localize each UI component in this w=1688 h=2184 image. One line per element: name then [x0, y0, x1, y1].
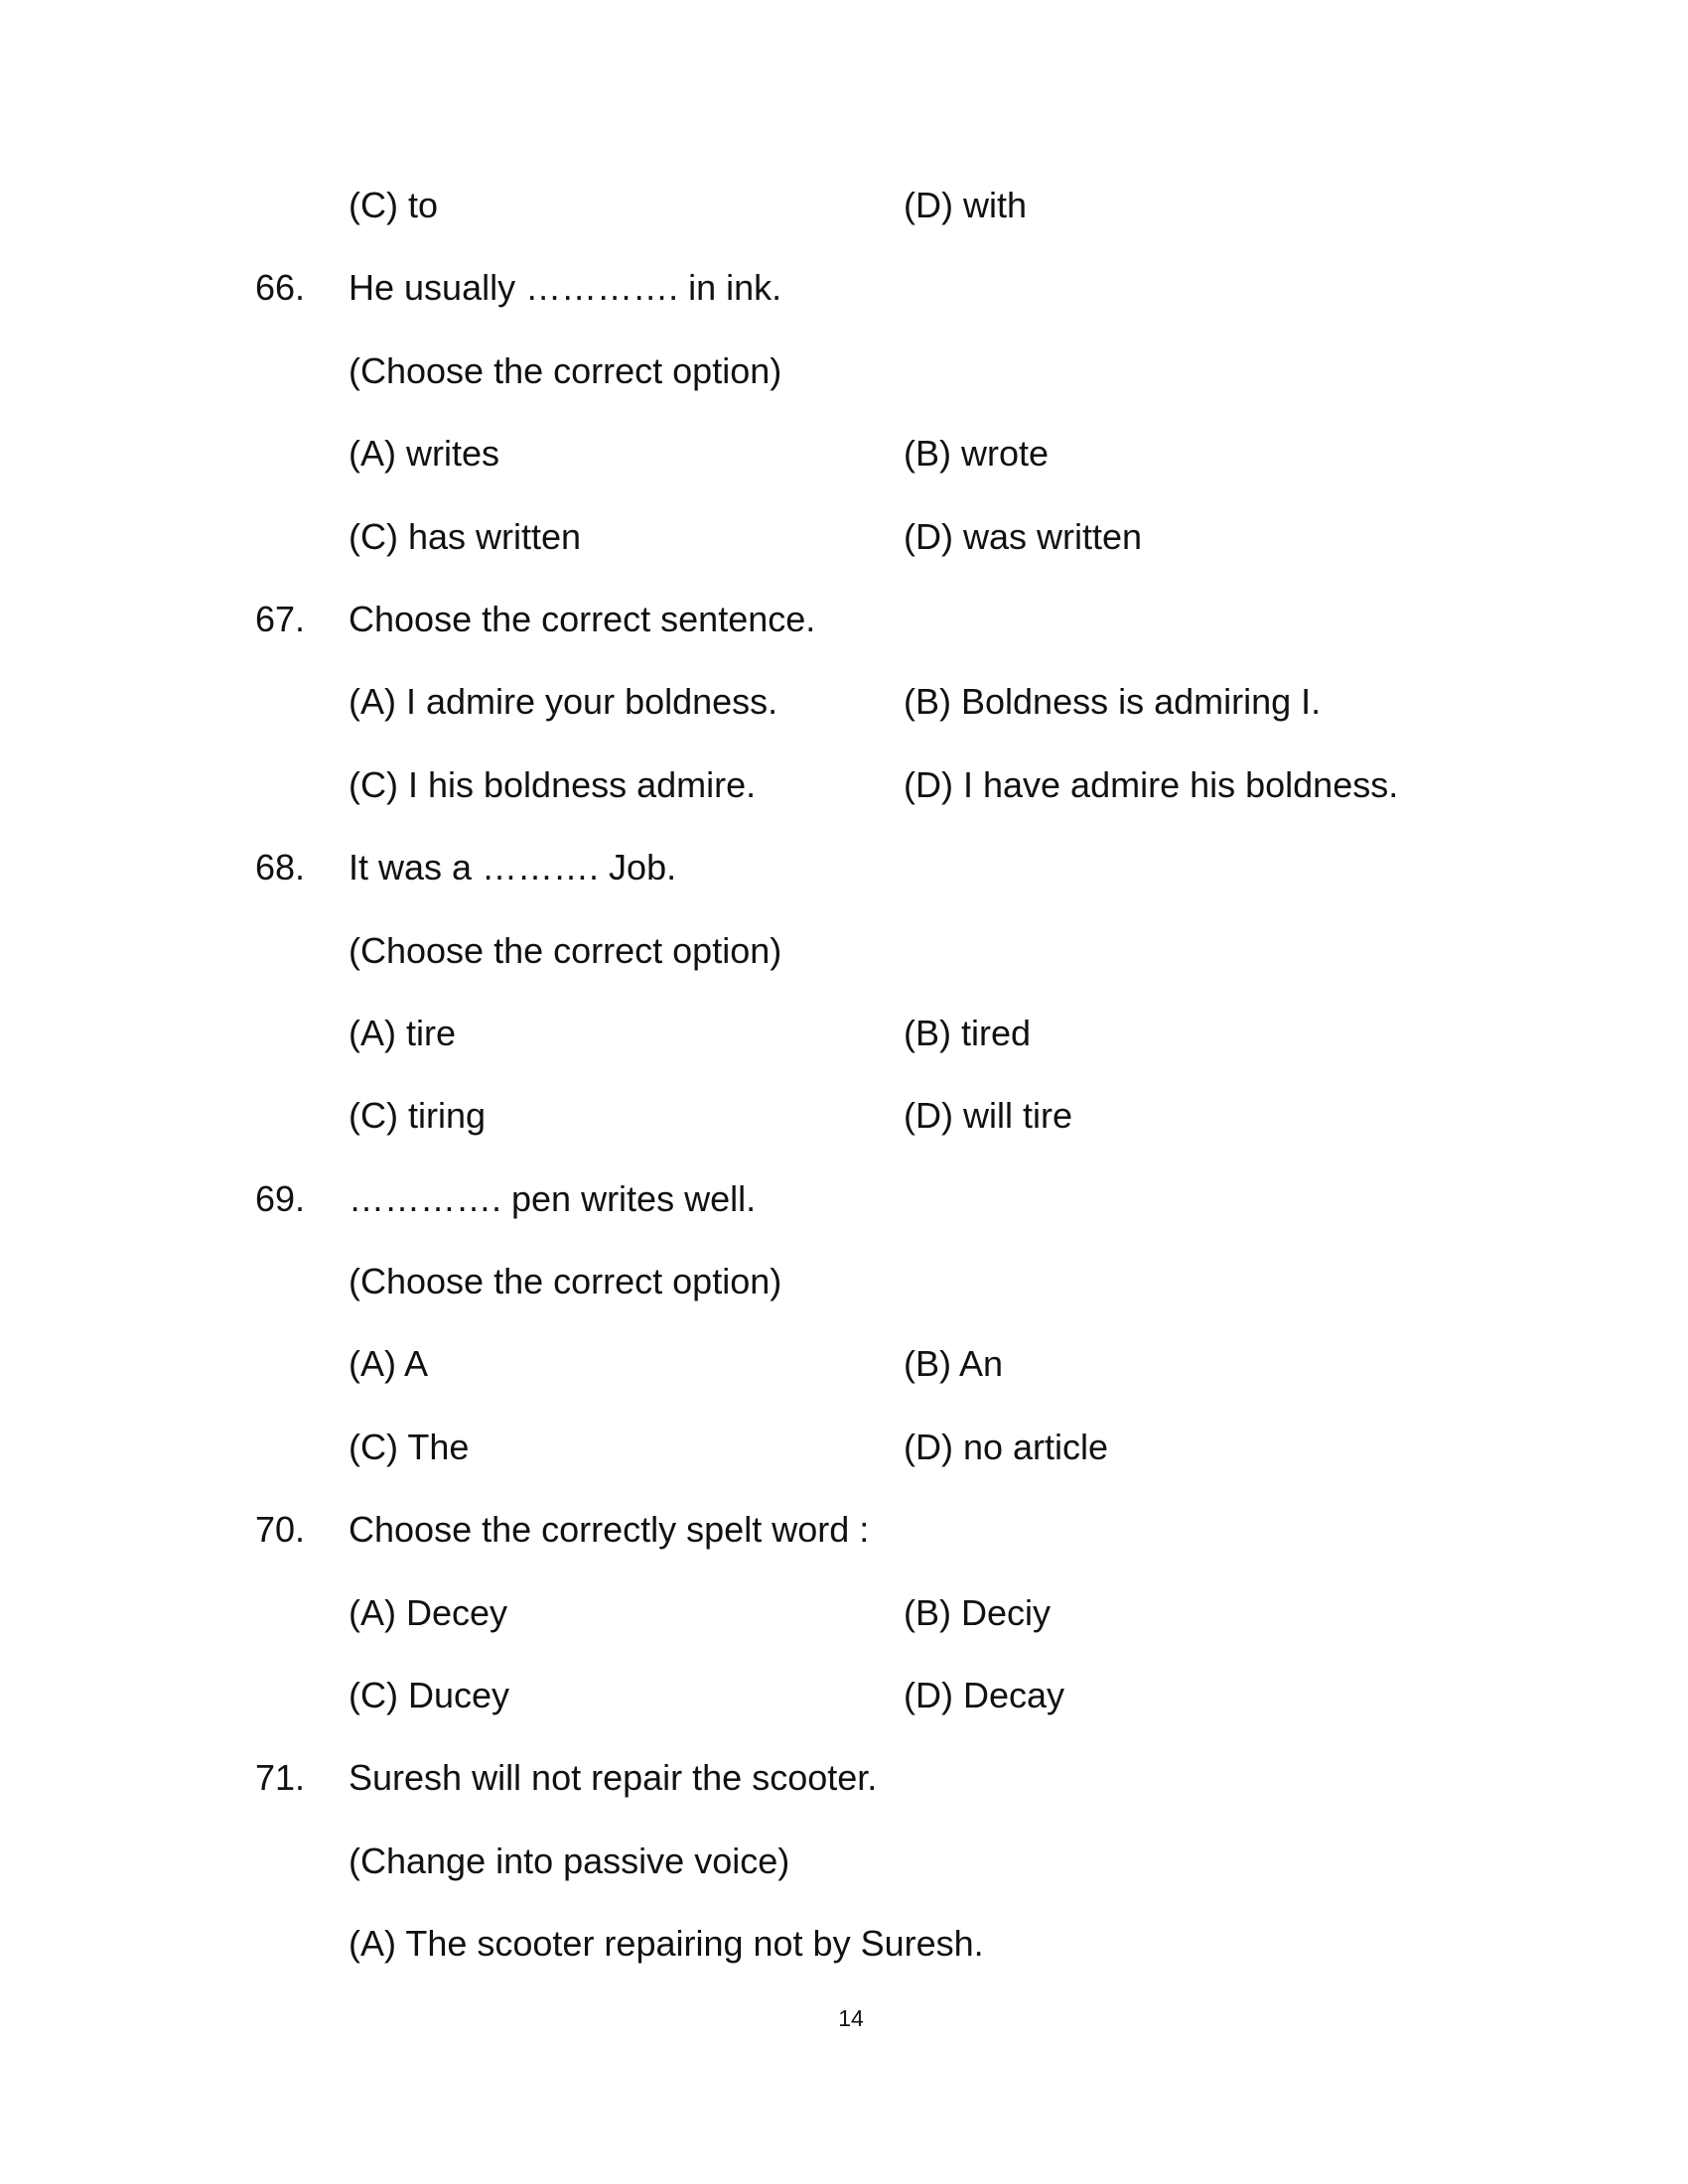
question-number: 67.: [255, 598, 306, 639]
question-69: [0, 1158, 1688, 1240]
question-text: He usually …………. in ink.: [349, 267, 782, 309]
question-71: [0, 1736, 1688, 1819]
question-number: 70.: [255, 1509, 306, 1551]
question-number: 69.: [255, 1177, 306, 1219]
option-row: [0, 1322, 1688, 1405]
question-68: [0, 826, 1688, 908]
option-d: (D) will tire: [904, 1095, 1072, 1137]
page-number: 14: [838, 2005, 864, 2031]
option-d: (D) no article: [904, 1426, 1109, 1467]
option-b: (B) Boldness is admiring I.: [904, 681, 1322, 723]
question-text: Suresh will not repair the scooter.: [349, 1757, 878, 1799]
option-d: (D) Decay: [904, 1675, 1065, 1716]
option-row: [0, 1654, 1688, 1736]
question-instruction: (Choose the correct option): [349, 929, 782, 971]
option-b: (B) tired: [904, 1012, 1032, 1053]
option-a: (A) tire: [349, 1012, 456, 1053]
question-text: Choose the correct sentence.: [349, 598, 816, 639]
option-d: (D) I have admire his boldness.: [904, 763, 1399, 805]
question-text: Choose the correctly spelt word :: [349, 1509, 870, 1551]
question-text: It was a ………. Job.: [349, 847, 677, 888]
question-66: [0, 246, 1688, 329]
question-instruction: (Choose the correct option): [349, 1261, 782, 1302]
option-a: (A) The scooter repairing not by Suresh.: [349, 1923, 984, 1965]
question-67: [0, 578, 1688, 660]
option-c: (C) tiring: [349, 1095, 487, 1137]
option-row: [0, 164, 1688, 246]
option-b: (B) Deciy: [904, 1591, 1052, 1633]
question-text: …………. pen writes well.: [349, 1177, 757, 1219]
option-row: [0, 1902, 1688, 1984]
option-row: [0, 1571, 1688, 1654]
option-c: (C) to: [349, 185, 438, 225]
option-row: [0, 744, 1688, 826]
option-row: [0, 495, 1688, 578]
option-row: [0, 412, 1688, 494]
option-c: (C) The: [349, 1426, 470, 1467]
question-number: 68.: [255, 847, 306, 888]
question-70: [0, 1488, 1688, 1570]
option-a: (A) I admire your boldness.: [349, 681, 778, 723]
option-row: [0, 992, 1688, 1074]
option-c: (C) I his boldness admire.: [349, 763, 757, 805]
option-d: (D) was written: [904, 515, 1143, 557]
option-a: (A) Decey: [349, 1591, 508, 1633]
option-b: (B) wrote: [904, 433, 1050, 475]
option-c: (C) has written: [349, 515, 582, 557]
option-c: (C) Ducey: [349, 1675, 510, 1716]
question-instruction: (Choose the correct option): [349, 349, 782, 391]
question-instruction: (Change into passive voice): [349, 1840, 790, 1881]
option-d: (D) with: [904, 185, 1027, 225]
option-a: (A) A: [349, 1343, 429, 1385]
option-a: (A) writes: [349, 433, 499, 475]
option-row: [0, 660, 1688, 743]
option-row: [0, 1406, 1688, 1488]
option-row: [0, 1074, 1688, 1157]
option-b: (B) An: [904, 1343, 1004, 1385]
question-list: [0, 164, 1688, 1985]
question-number: 71.: [255, 1757, 306, 1799]
question-number: 66.: [255, 267, 306, 309]
